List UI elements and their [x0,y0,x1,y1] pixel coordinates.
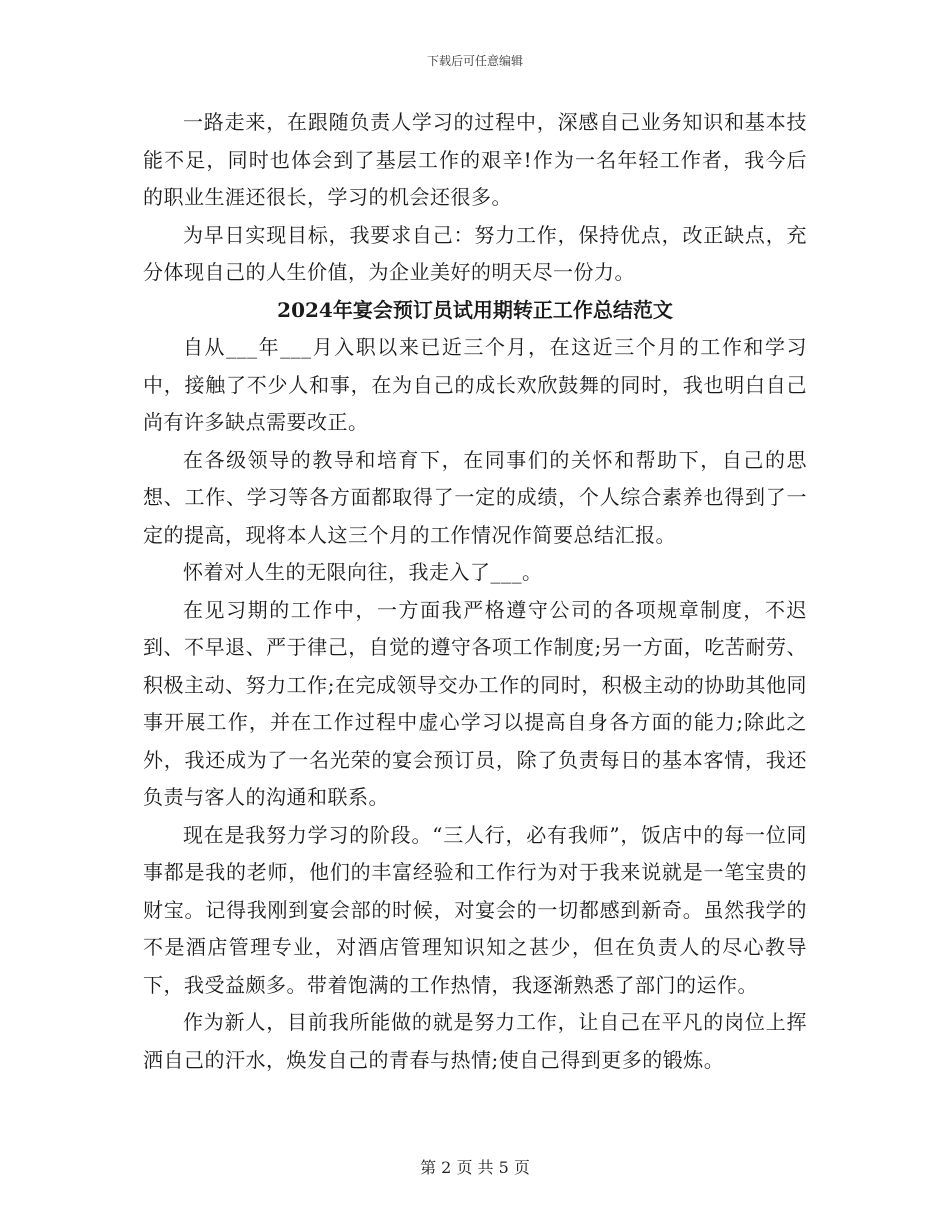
paragraph: 在各级领导的教导和培育下，在同事们的关怀和帮助下，自己的思想、工作、学习等各方面都取得了一定的成绩，个人综合素养也得到了一定的提高，现将本人这三个月的工作情况作简要总结汇报。 [143,447,807,547]
page-header: 下载后可任意编辑 [426,54,523,68]
paragraph: 怀着对人生的无限向往，我走入了___。 [183,560,543,584]
page-number: 第 2 页 共 5 页 [420,1158,530,1177]
section-title: 2024年宴会预订员试用期转正工作总结范文 [277,297,673,322]
paragraph: 在见习期的工作中，一方面我严格遵守公司的各项规章制度，不迟到、不早退、严于律己，自觉的遵守各项工作制度;另一方面，吃苦耐劳、积极主动、努力工作;在完成领导交办工作的同时，积极主动的协助其他同事开展工作，并在工作过程中虚心学习以提高自身各方面的能力;除此之外，我还成为了一名光荣的宴会预订员，除了负责每日的基本客情，我还负责与客人的沟通和联系。 [143,597,807,809]
document-body [143,104,807,1079]
paragraph: 现在是我努力学习的阶段。“三人行，必有我师”，饭店中的每一位同事都是我的老师，他们的丰富经验和工作行为对于我来说就是一笔宝贵的财宝。记得我刚到宴会部的时候，对宴会的一切都感到新奇。虽然我学的不是酒店管理专业，对酒店管理知识知之甚少，但在负责人的尽心教导下，我受益颇多。带着饱满的工作热情，我逐渐熟悉了部门的运作。 [143,822,807,997]
paragraph: 为早日实现目标，我要求自己：努力工作，保持优点，改正缺点，充分体现自己的人生价值，为企业美好的明天尽一份力。 [143,222,807,284]
paragraph: 一路走来，在跟随负责人学习的过程中，深感自己业务知识和基本技能不足，同时也体会到了基层工作的艰辛!作为一名年轻工作者，我今后的职业生涯还很长，学习的机会还很多。 [143,110,807,209]
paragraph: 作为新人，目前我所能做的就是努力工作，让自己在平凡的岗位上挥洒自己的汗水，焕发自己的青春与热情;使自己得到更多的锻炼。 [143,1010,807,1072]
paragraph: 自从___年___月入职以来已近三个月，在这近三个月的工作和学习中，接触了不少人和事，在为自己的成长欢欣鼓舞的同时，我也明白自己尚有许多缺点需要改正。 [143,335,807,434]
